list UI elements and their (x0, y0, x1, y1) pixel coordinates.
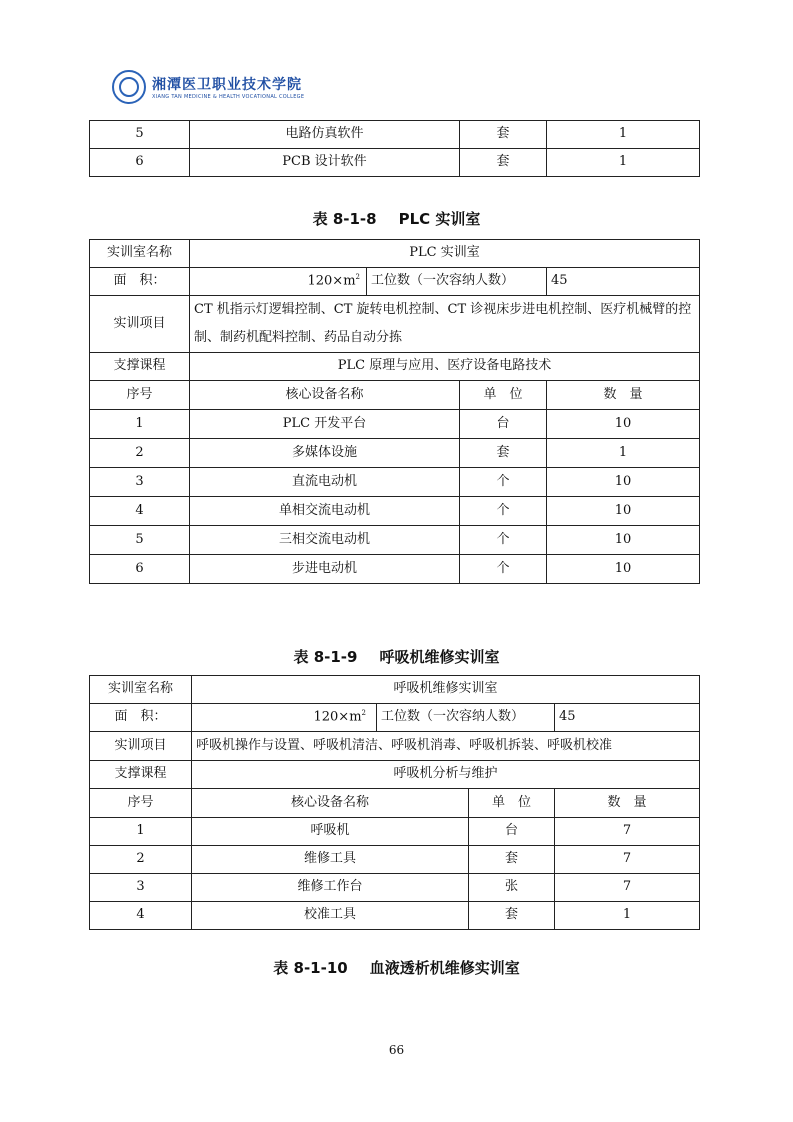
table-row (90, 818, 700, 846)
cell-unit: 个 (460, 497, 547, 526)
seats-label: 工位数（一次容纳人数） (367, 268, 547, 296)
table-row (90, 439, 700, 468)
cell-name: PLC 开发平台 (190, 410, 460, 439)
cell-name: 维修工作台 (192, 874, 469, 902)
caption-number: 表 8-1-8 (312, 210, 377, 228)
cell-qty: 1 (547, 149, 700, 177)
table-row (90, 497, 700, 526)
cell-unit: 套 (460, 149, 547, 177)
cell-no: 3 (90, 874, 192, 902)
table-row (90, 902, 700, 930)
col-header-no: 序号 (90, 789, 192, 818)
table-continuation (89, 120, 700, 177)
room-name-value: PLC 实训室 (190, 240, 700, 268)
cell-name: 多媒体设施 (190, 439, 460, 468)
seats-value: 45 (555, 704, 700, 732)
cell-qty: 1 (547, 121, 700, 149)
project-label: 实训项目 (90, 732, 192, 761)
project-value: CT 机指示灯逻辑控制、CT 旋转电机控制、CT 诊视床步进电机控制、医疗机械臂的控制、制药机配料控制、药品自动分拣 (190, 296, 700, 353)
cell-qty: 1 (547, 439, 700, 468)
col-header-no: 序号 (90, 381, 190, 410)
cell-qty: 7 (555, 818, 700, 846)
cell-unit: 台 (460, 410, 547, 439)
college-emblem-icon (112, 70, 146, 104)
caption-number: 表 8-1-10 (273, 959, 348, 977)
cell-no: 4 (90, 497, 190, 526)
area-label: 面 积： (90, 268, 190, 296)
course-label: 支撑课程 (90, 353, 190, 381)
caption-number: 表 8-1-9 (293, 648, 358, 666)
cell-no: 1 (90, 818, 192, 846)
course-value: 呼吸机分析与维护 (192, 761, 700, 789)
cell-no: 2 (90, 439, 190, 468)
cell-name: 电路仿真软件 (190, 121, 460, 149)
cell-unit: 套 (460, 439, 547, 468)
table-row (90, 149, 700, 177)
cell-no: 5 (90, 121, 190, 149)
cell-unit: 套 (469, 846, 555, 874)
cell-qty: 7 (555, 846, 700, 874)
area-value: $120\times m^2$ (190, 268, 367, 296)
caption-title: 呼吸机维修实训室 (379, 648, 500, 666)
table-row (90, 468, 700, 497)
cell-name: 直流电动机 (190, 468, 460, 497)
room-name-value: 呼吸机维修实训室 (192, 676, 700, 704)
cell-qty: 10 (547, 497, 700, 526)
cell-name: 单相交流电动机 (190, 497, 460, 526)
col-header-qty: 数 量 (547, 381, 700, 410)
col-header-unit: 单 位 (460, 381, 547, 410)
course-value: PLC 原理与应用、医疗设备电路技术 (190, 353, 700, 381)
col-header-name: 核心设备名称 (192, 789, 469, 818)
cell-unit: 套 (460, 121, 547, 149)
project-value: 呼吸机操作与设置、呼吸机清洁、呼吸机消毒、呼吸机拆装、呼吸机校准 (192, 732, 700, 761)
col-header-qty: 数 量 (555, 789, 700, 818)
cell-unit: 个 (460, 468, 547, 497)
area-label: 面 积： (90, 704, 192, 732)
cell-qty: 10 (547, 410, 700, 439)
cell-no: 3 (90, 468, 190, 497)
cell-qty: 10 (547, 555, 700, 584)
cell-qty: 1 (555, 902, 700, 930)
table-caption-8-1-9 (0, 646, 793, 667)
cell-name: 三相交流电动机 (190, 526, 460, 555)
cell-name: 呼吸机 (192, 818, 469, 846)
table-ventilator-lab (89, 675, 700, 930)
table-header-row (90, 381, 700, 410)
logo-text-cn: 湘潭医卫职业技术学院 (152, 77, 302, 93)
table-row (90, 526, 700, 555)
seats-label: 工位数（一次容纳人数） (377, 704, 555, 732)
project-label: 实训项目 (90, 296, 190, 353)
cell-unit: 张 (469, 874, 555, 902)
cell-no: 2 (90, 846, 192, 874)
cell-no: 5 (90, 526, 190, 555)
caption-title: 血液透析机维修实训室 (369, 959, 520, 977)
table-caption-8-1-8 (0, 208, 793, 229)
course-label: 支撑课程 (90, 761, 192, 789)
cell-unit: 个 (460, 555, 547, 584)
table-plc-lab (89, 239, 700, 584)
cell-no: 1 (90, 410, 190, 439)
col-header-name: 核心设备名称 (190, 381, 460, 410)
room-name-label: 实训室名称 (90, 676, 192, 704)
table-row (90, 410, 700, 439)
caption-title: PLC 实训室 (398, 210, 481, 228)
room-name-label: 实训室名称 (90, 240, 190, 268)
col-header-unit: 单 位 (469, 789, 555, 818)
table-row (90, 846, 700, 874)
cell-name: 校准工具 (192, 902, 469, 930)
cell-qty: 10 (547, 468, 700, 497)
cell-no: 4 (90, 902, 192, 930)
table-row (90, 121, 700, 149)
cell-no: 6 (90, 555, 190, 584)
cell-name: 维修工具 (192, 846, 469, 874)
cell-no: 6 (90, 149, 190, 177)
college-logo (112, 70, 304, 104)
area-value: $120\times m^2$ (192, 704, 377, 732)
cell-unit: 个 (460, 526, 547, 555)
table-header-row (90, 789, 700, 818)
table-caption-8-1-10 (0, 957, 793, 978)
page-number: 66 (388, 1043, 405, 1057)
logo-text-en: XIANG TAN MEDICINE & HEALTH VOCATIONAL COLLEGE (152, 94, 305, 100)
seats-value: 45 (547, 268, 700, 296)
table-row (90, 555, 700, 584)
cell-name: 步进电动机 (190, 555, 460, 584)
table-row (90, 874, 700, 902)
cell-unit: 台 (469, 818, 555, 846)
cell-name: PCB 设计软件 (190, 149, 460, 177)
cell-unit: 套 (469, 902, 555, 930)
cell-qty: 10 (547, 526, 700, 555)
cell-qty: 7 (555, 874, 700, 902)
